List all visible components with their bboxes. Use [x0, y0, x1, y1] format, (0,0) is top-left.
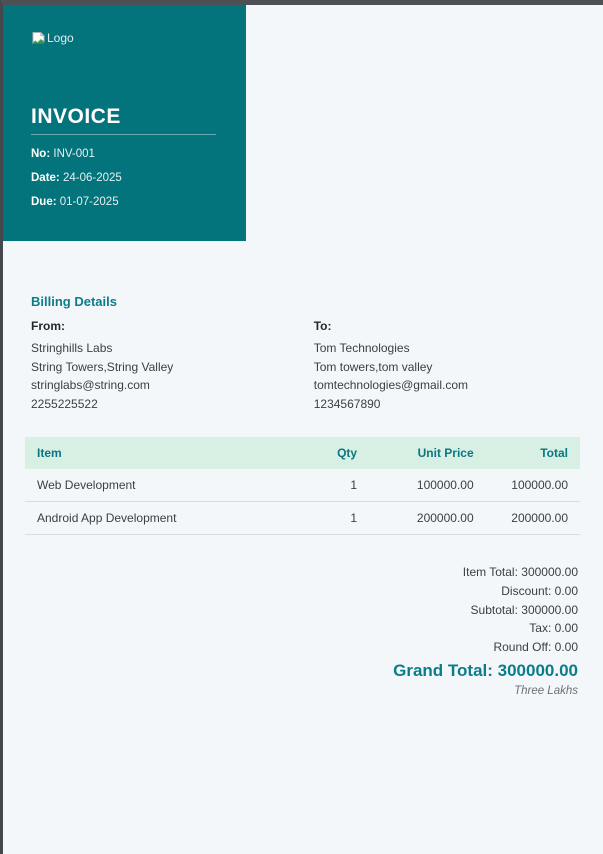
- invoice-due-label: Due:: [31, 196, 57, 208]
- column-header-total: Total: [486, 437, 580, 469]
- invoice-number-label: No:: [31, 148, 51, 160]
- round-off-label: Round Off:: [493, 639, 552, 654]
- logo-alt-text: Logo: [47, 31, 74, 45]
- header-row: [25, 437, 580, 469]
- from-company-name: Stringhills Labs: [31, 341, 113, 355]
- invoice-header: [3, 5, 246, 241]
- item-total-line: [25, 563, 578, 582]
- invoice-title: INVOICE: [31, 105, 121, 128]
- item-qty-cell: 1: [308, 502, 369, 535]
- item-total-cell: 200000.00: [486, 502, 580, 535]
- totals-section: [25, 563, 580, 698]
- item-name-cell: Web Development: [25, 469, 308, 502]
- discount-label: Discount:: [501, 583, 552, 598]
- item-total-label: Item Total:: [462, 565, 518, 580]
- items-table-header: [25, 437, 580, 469]
- header-divider: [31, 134, 216, 135]
- billing-columns: [31, 319, 580, 413]
- item-qty-cell: 1: [308, 469, 369, 502]
- from-phone: 2255225522: [31, 396, 98, 411]
- logo: [31, 31, 216, 46]
- column-header-unit-price: Unit Price: [369, 437, 486, 469]
- tax-value: 0.00: [554, 621, 578, 636]
- to-email: tomtechnologies@gmail.com: [313, 378, 468, 393]
- round-off-line: [25, 638, 578, 657]
- item-total-value: 300000.00: [521, 565, 578, 580]
- amount-in-words: Three Lakhs: [514, 685, 578, 698]
- item-total-cell: 100000.00: [486, 469, 580, 502]
- item-price-cell: 200000.00: [369, 502, 486, 535]
- invoice-due-field: [31, 195, 216, 209]
- to-phone: 1234567890: [313, 396, 381, 411]
- items-table: [25, 437, 580, 535]
- tax-line: [25, 619, 578, 638]
- subtotal-value: 300000.00: [521, 602, 578, 617]
- billing-from-label: From:: [31, 319, 65, 333]
- invoice-number-value: INV-001: [53, 148, 95, 160]
- column-header-qty: Qty: [308, 437, 369, 469]
- subtotal-label: Subtotal:: [470, 602, 518, 617]
- item-price-cell: 100000.00: [369, 469, 486, 502]
- invoice-date-label: Date:: [31, 172, 60, 184]
- subtotal-line: [25, 601, 578, 620]
- billing-to-block: [314, 319, 580, 413]
- grand-total: Grand Total: 300000.00: [393, 661, 578, 681]
- from-address: String Towers,String Valley: [31, 359, 174, 374]
- table-row: [25, 469, 580, 502]
- invoice-date-field: [31, 171, 216, 185]
- discount-value: 0.00: [554, 583, 578, 598]
- tax-label: Tax:: [529, 621, 552, 636]
- item-name-cell: Android App Development: [25, 502, 308, 535]
- billing-from-block: [31, 319, 314, 413]
- invoice-number-field: [31, 147, 216, 161]
- invoice-due-value: 01-07-2025: [59, 196, 119, 208]
- round-off-value: 0.00: [554, 639, 578, 654]
- table-row: [25, 502, 580, 535]
- from-email: stringlabs@string.com: [31, 378, 150, 393]
- column-header-item: Item: [25, 437, 308, 469]
- invoice-body: [3, 294, 603, 698]
- to-company-name: Tom Technologies: [313, 341, 410, 355]
- to-address: Tom towers,tom valley: [313, 359, 433, 374]
- discount-line: [25, 582, 578, 601]
- invoice-date-value: 24-06-2025: [62, 172, 122, 184]
- billing-details-heading: Billing Details: [31, 294, 117, 309]
- broken-image-icon: [31, 31, 47, 46]
- billing-to-label: To:: [313, 319, 332, 333]
